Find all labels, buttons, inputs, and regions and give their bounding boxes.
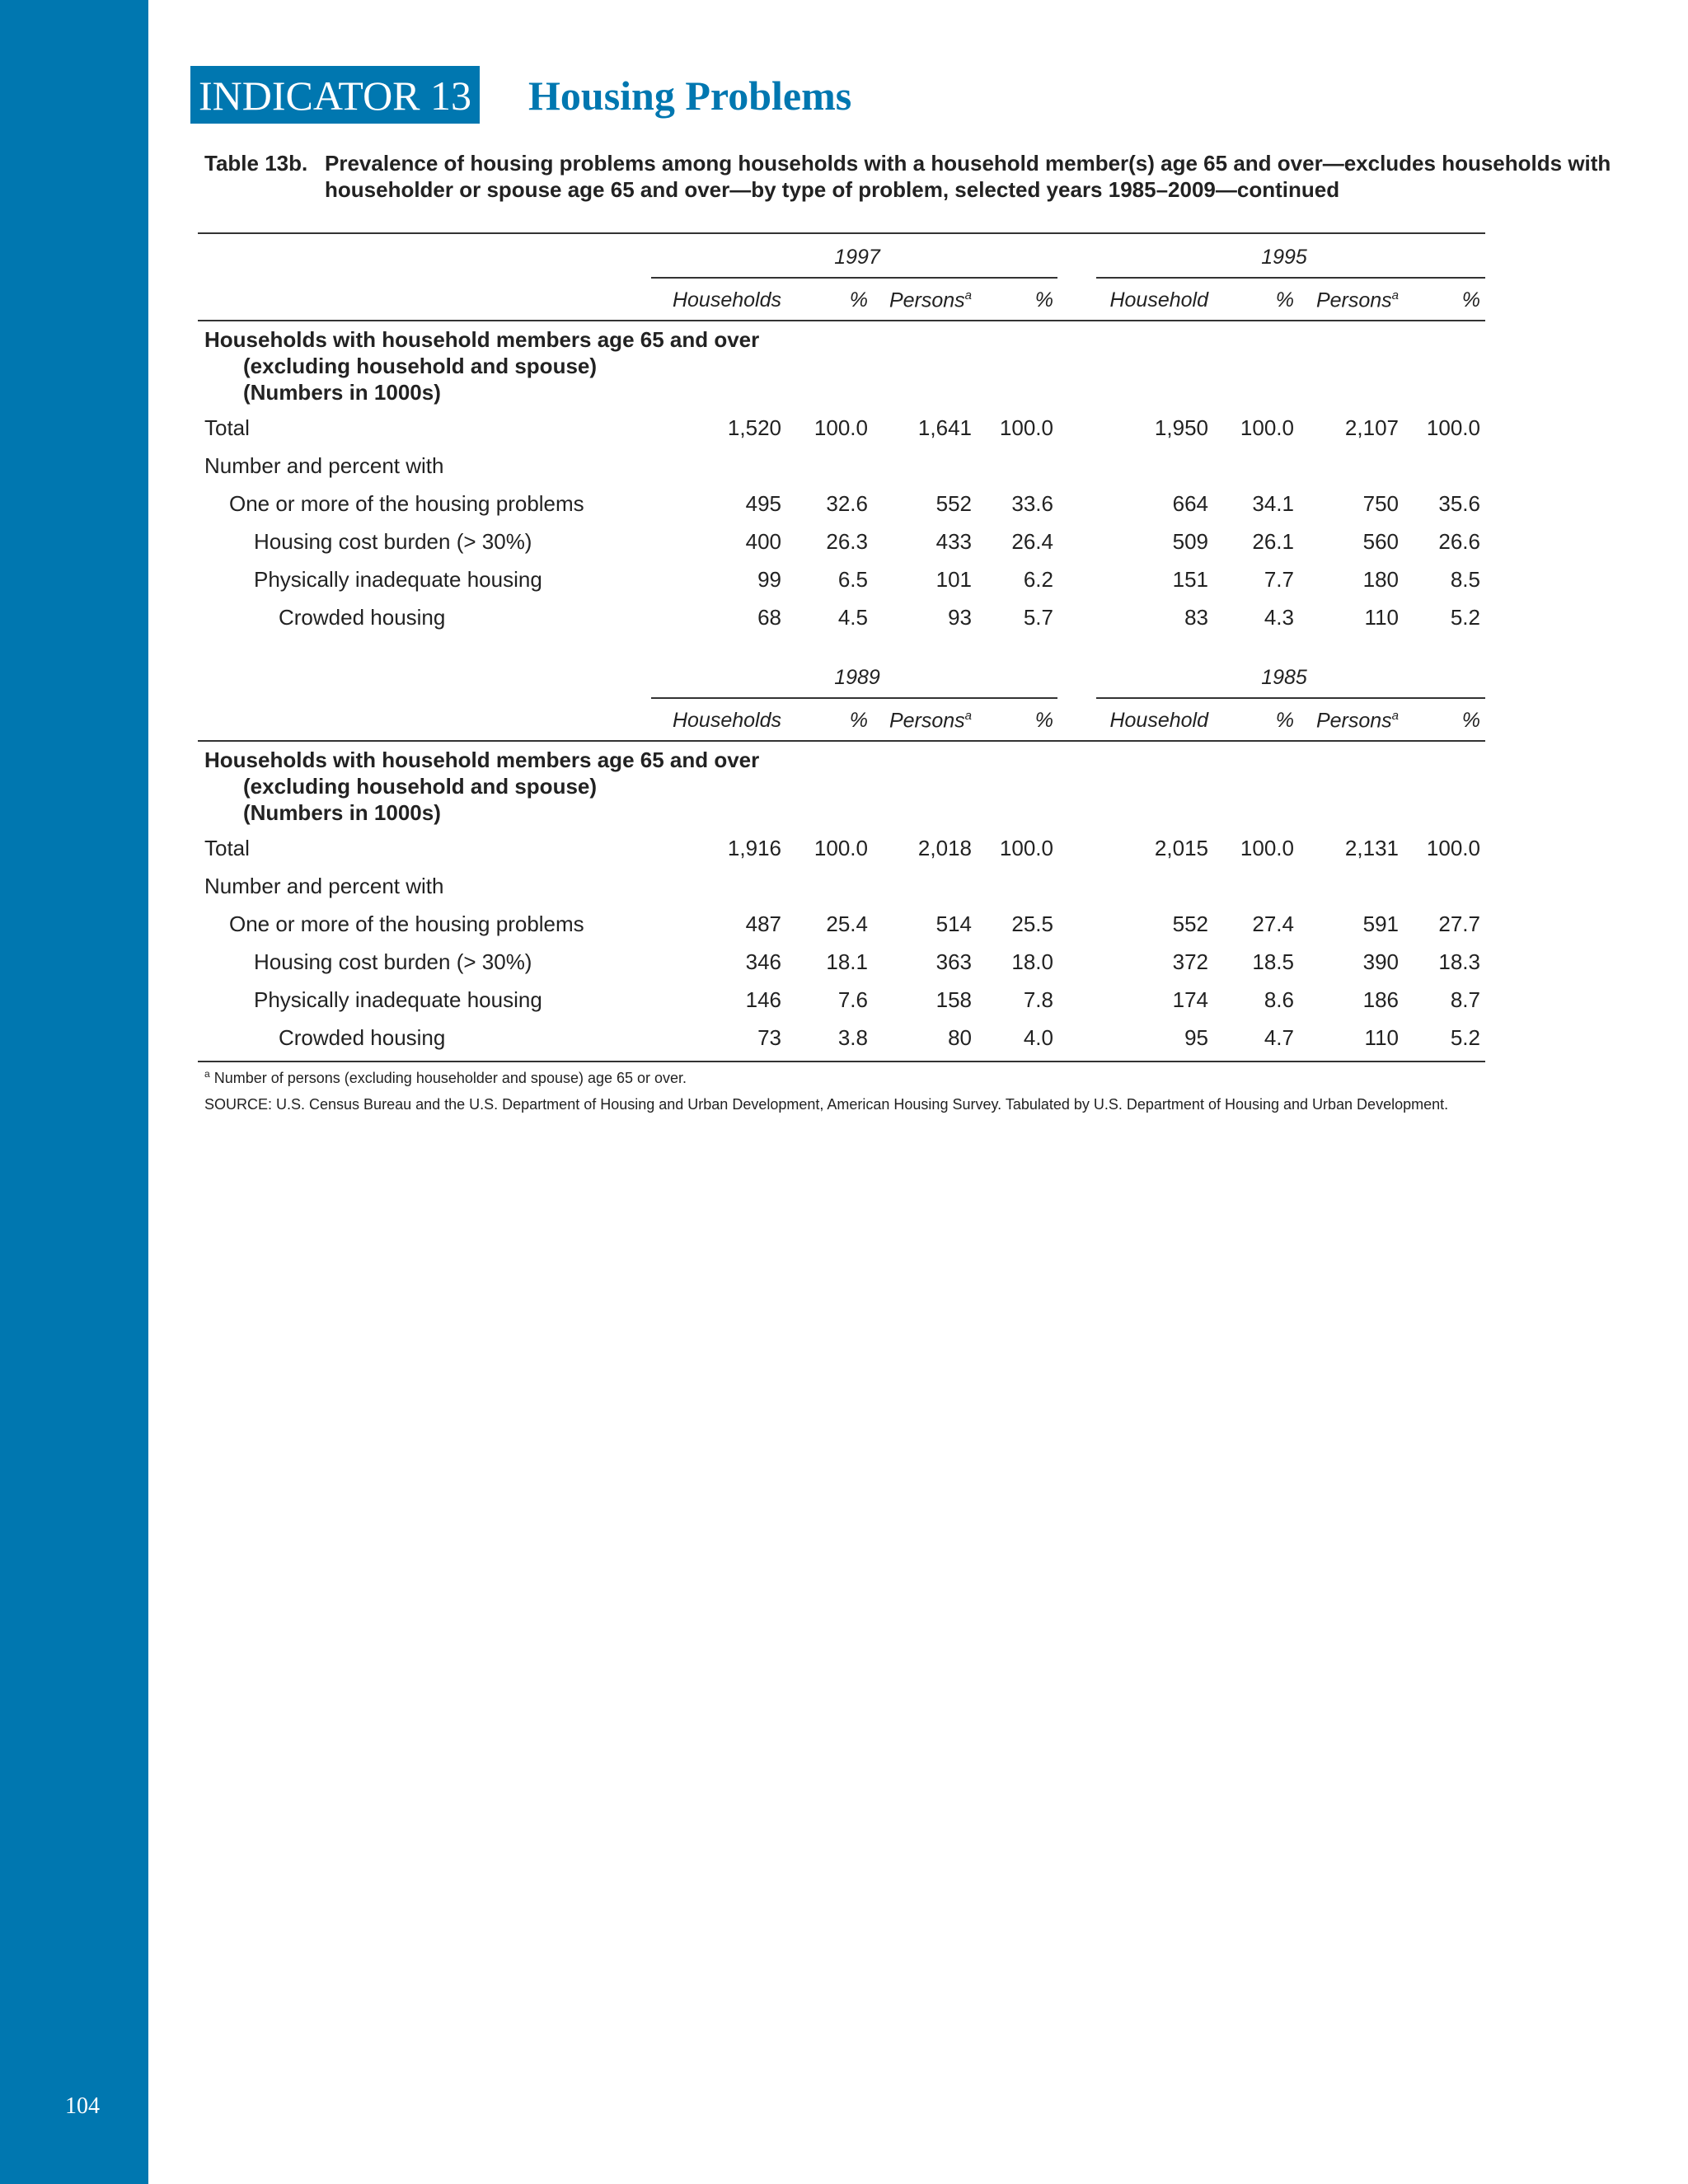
table-cell: 100.0 — [1426, 836, 1480, 860]
column-header — [1109, 288, 1208, 312]
row-label: Crowded housing — [279, 605, 446, 630]
column-header-text: Persons — [1315, 709, 1392, 733]
table-cell: 552 — [1172, 912, 1208, 936]
section-label-line: (Numbers in 1000s) — [243, 800, 441, 825]
table-cell: 100.0 — [999, 415, 1053, 440]
table-cell: 495 — [745, 491, 781, 516]
column-header-text: % — [1275, 288, 1294, 312]
table-cell: 151 — [1172, 567, 1208, 592]
table-cell: 83 — [1184, 605, 1208, 630]
table-cell: 110 — [1364, 1025, 1399, 1050]
row-label: Number and percent with — [204, 453, 444, 478]
table-number: Table 13b. — [204, 151, 308, 176]
table-cell: 591 — [1362, 912, 1399, 936]
column-header-text: Household — [1109, 288, 1208, 312]
table-cell: 186 — [1362, 987, 1399, 1012]
footnote-marker: a — [204, 1068, 210, 1080]
section-label — [204, 326, 759, 405]
row-label: Physically inadequate housing — [254, 987, 542, 1012]
column-header — [889, 709, 972, 733]
table-cell: 433 — [935, 529, 972, 554]
table-cell: 6.5 — [837, 567, 868, 592]
column-header-text: % — [1461, 288, 1480, 312]
table-cell: 26.1 — [1252, 529, 1294, 554]
table-cell: 4.7 — [1264, 1025, 1294, 1050]
table-cell: 2,015 — [1154, 836, 1208, 860]
column-header-text: Household — [1109, 709, 1208, 732]
column-header-text: % — [1275, 709, 1294, 732]
table-cell: 2,131 — [1344, 836, 1399, 860]
column-header — [1276, 709, 1294, 733]
year-header: 1997 — [834, 246, 880, 269]
footnote-marker: a — [1391, 709, 1399, 723]
table-cell: 7.6 — [837, 987, 868, 1012]
table-cell: 3.8 — [837, 1025, 868, 1050]
table-cell: 180 — [1362, 567, 1399, 592]
table-cell: 26.4 — [1011, 529, 1053, 554]
year-rule — [651, 277, 1057, 279]
column-header — [1035, 288, 1053, 312]
year-header: 1989 — [834, 666, 880, 689]
row-label: Housing cost burden (> 30%) — [254, 949, 532, 974]
table-cell: 27.7 — [1438, 912, 1480, 936]
row-label: Total — [204, 415, 250, 440]
table-cell: 25.5 — [1011, 912, 1053, 936]
column-header — [1462, 288, 1480, 312]
source-note: SOURCE: U.S. Census Bureau and the U.S. Department of Housing and Urban Development, American Housing Survey. Tabulated by U.S. Department of Housing and Urban Development. — [204, 1096, 1449, 1113]
column-header — [1316, 709, 1399, 733]
table-cell: 509 — [1172, 529, 1208, 554]
column-header — [850, 288, 868, 312]
table-cell: 1,520 — [727, 415, 781, 440]
column-header — [1316, 288, 1399, 312]
table-cell: 100.0 — [814, 836, 868, 860]
column-header-text: % — [1034, 288, 1053, 312]
column-header-text: Persons — [1315, 288, 1392, 312]
column-header — [850, 709, 868, 733]
column-header-text: % — [1461, 709, 1480, 732]
table-bottom-rule — [198, 1061, 1485, 1062]
year-rule — [651, 697, 1057, 699]
header-rule — [198, 740, 1485, 742]
footnote — [204, 1068, 687, 1087]
table-cell: 1,641 — [917, 415, 972, 440]
year-rule — [1096, 277, 1485, 279]
row-label: One or more of the housing problems — [229, 912, 584, 936]
section-label-line: (Numbers in 1000s) — [243, 380, 441, 405]
table-cell: 18.0 — [1011, 949, 1053, 974]
table-cell: 560 — [1362, 529, 1399, 554]
table-cell: 400 — [745, 529, 781, 554]
table-cell: 8.6 — [1264, 987, 1294, 1012]
table-cell: 7.8 — [1023, 987, 1053, 1012]
table-cell: 372 — [1172, 949, 1208, 974]
row-label: Physically inadequate housing — [254, 567, 542, 592]
table-cell: 7.7 — [1264, 567, 1294, 592]
table-cell: 100.0 — [1426, 415, 1480, 440]
row-label: Crowded housing — [279, 1025, 446, 1050]
table-cell: 26.3 — [826, 529, 868, 554]
table-cell: 27.4 — [1252, 912, 1294, 936]
table-cell: 8.5 — [1450, 567, 1480, 592]
column-header-text: Persons — [889, 288, 965, 312]
table-cell: 514 — [935, 912, 972, 936]
table-cell: 146 — [745, 987, 781, 1012]
table-cell: 100.0 — [999, 836, 1053, 860]
indicator-label: INDICATOR 13 — [190, 66, 480, 124]
column-header-text: Households — [672, 288, 781, 312]
column-header-text: Households — [672, 709, 781, 732]
table-cell: 25.4 — [826, 912, 868, 936]
table-cell: 100.0 — [1240, 836, 1294, 860]
table-cell: 18.5 — [1252, 949, 1294, 974]
table-cell: 80 — [948, 1025, 972, 1050]
column-header-text: % — [1034, 709, 1053, 732]
table-cell: 34.1 — [1252, 491, 1294, 516]
table-cell: 4.5 — [837, 605, 868, 630]
table-cell: 68 — [757, 605, 781, 630]
table-cell: 5.2 — [1450, 1025, 1480, 1050]
table-cell: 99 — [757, 567, 781, 592]
column-header — [673, 709, 781, 733]
table-cell: 100.0 — [1240, 415, 1294, 440]
year-header: 1995 — [1261, 246, 1307, 269]
header-rule — [198, 320, 1485, 321]
table-cell: 100.0 — [814, 415, 868, 440]
column-header-text: % — [849, 709, 868, 732]
row-label: One or more of the housing problems — [229, 491, 584, 516]
table-cell: 26.6 — [1438, 529, 1480, 554]
table-cell: 32.6 — [826, 491, 868, 516]
table-cell: 552 — [935, 491, 972, 516]
indicator-title: Housing Problems — [528, 73, 852, 119]
page-number: 104 — [65, 2093, 100, 2119]
table-cell: 18.3 — [1438, 949, 1480, 974]
section-label-line: Households with household members age 65 and over — [204, 327, 760, 352]
footnote-marker: a — [964, 709, 972, 723]
table-cell: 174 — [1172, 987, 1208, 1012]
table-cell: 750 — [1362, 491, 1399, 516]
table-cell: 5.7 — [1023, 605, 1053, 630]
table-cell: 1,916 — [727, 836, 781, 860]
table-title: Prevalence of housing problems among households with a household member(s) age 65 and over—excludes households with householder or spouse age 65 and over—by type of problem, selected years 1985–2009—continued — [325, 151, 1611, 202]
table-cell: 93 — [948, 605, 972, 630]
table-cell: 95 — [1184, 1025, 1208, 1050]
column-header — [1462, 709, 1480, 733]
table-cell: 346 — [745, 949, 781, 974]
table-cell: 33.6 — [1011, 491, 1053, 516]
column-header-text: Persons — [889, 709, 965, 733]
section-label-line: (excluding household and spouse) — [243, 774, 598, 799]
row-label: Number and percent with — [204, 874, 444, 898]
column-header — [1109, 709, 1208, 733]
table-cell: 101 — [935, 567, 972, 592]
table-cell: 8.7 — [1450, 987, 1480, 1012]
table-cell: 664 — [1172, 491, 1208, 516]
column-header — [1276, 288, 1294, 312]
footnote-marker: a — [964, 288, 972, 302]
column-header-text: % — [849, 288, 868, 312]
table-cell: 73 — [757, 1025, 781, 1050]
section-label — [204, 747, 759, 826]
table-cell: 390 — [1362, 949, 1399, 974]
table-cell: 1,950 — [1154, 415, 1208, 440]
table-cell: 158 — [935, 987, 972, 1012]
table-cell: 18.1 — [826, 949, 868, 974]
column-header — [673, 288, 781, 312]
year-header: 1985 — [1261, 666, 1307, 689]
table-cell: 363 — [935, 949, 972, 974]
table-cell: 6.2 — [1023, 567, 1053, 592]
table-cell: 110 — [1364, 605, 1399, 630]
footnote-marker: a — [1391, 288, 1399, 302]
table-cell: 35.6 — [1438, 491, 1480, 516]
row-label: Total — [204, 836, 250, 860]
table-top-rule — [198, 232, 1485, 234]
table-cell: 487 — [745, 912, 781, 936]
section-label-line: (excluding household and spouse) — [243, 354, 598, 378]
table-cell: 2,107 — [1344, 415, 1399, 440]
column-header — [1035, 709, 1053, 733]
table-cell: 2,018 — [917, 836, 972, 860]
table-cell: 4.0 — [1023, 1025, 1053, 1050]
column-header — [889, 288, 972, 312]
year-rule — [1096, 697, 1485, 699]
sidebar-bar — [0, 0, 148, 2184]
footnote-text: Number of persons (excluding householder and spouse) age 65 or over. — [213, 1070, 687, 1086]
row-label: Housing cost burden (> 30%) — [254, 529, 532, 554]
table-cell: 5.2 — [1450, 605, 1480, 630]
section-label-line: Households with household members age 65 and over — [204, 748, 760, 772]
table-cell: 4.3 — [1264, 605, 1294, 630]
